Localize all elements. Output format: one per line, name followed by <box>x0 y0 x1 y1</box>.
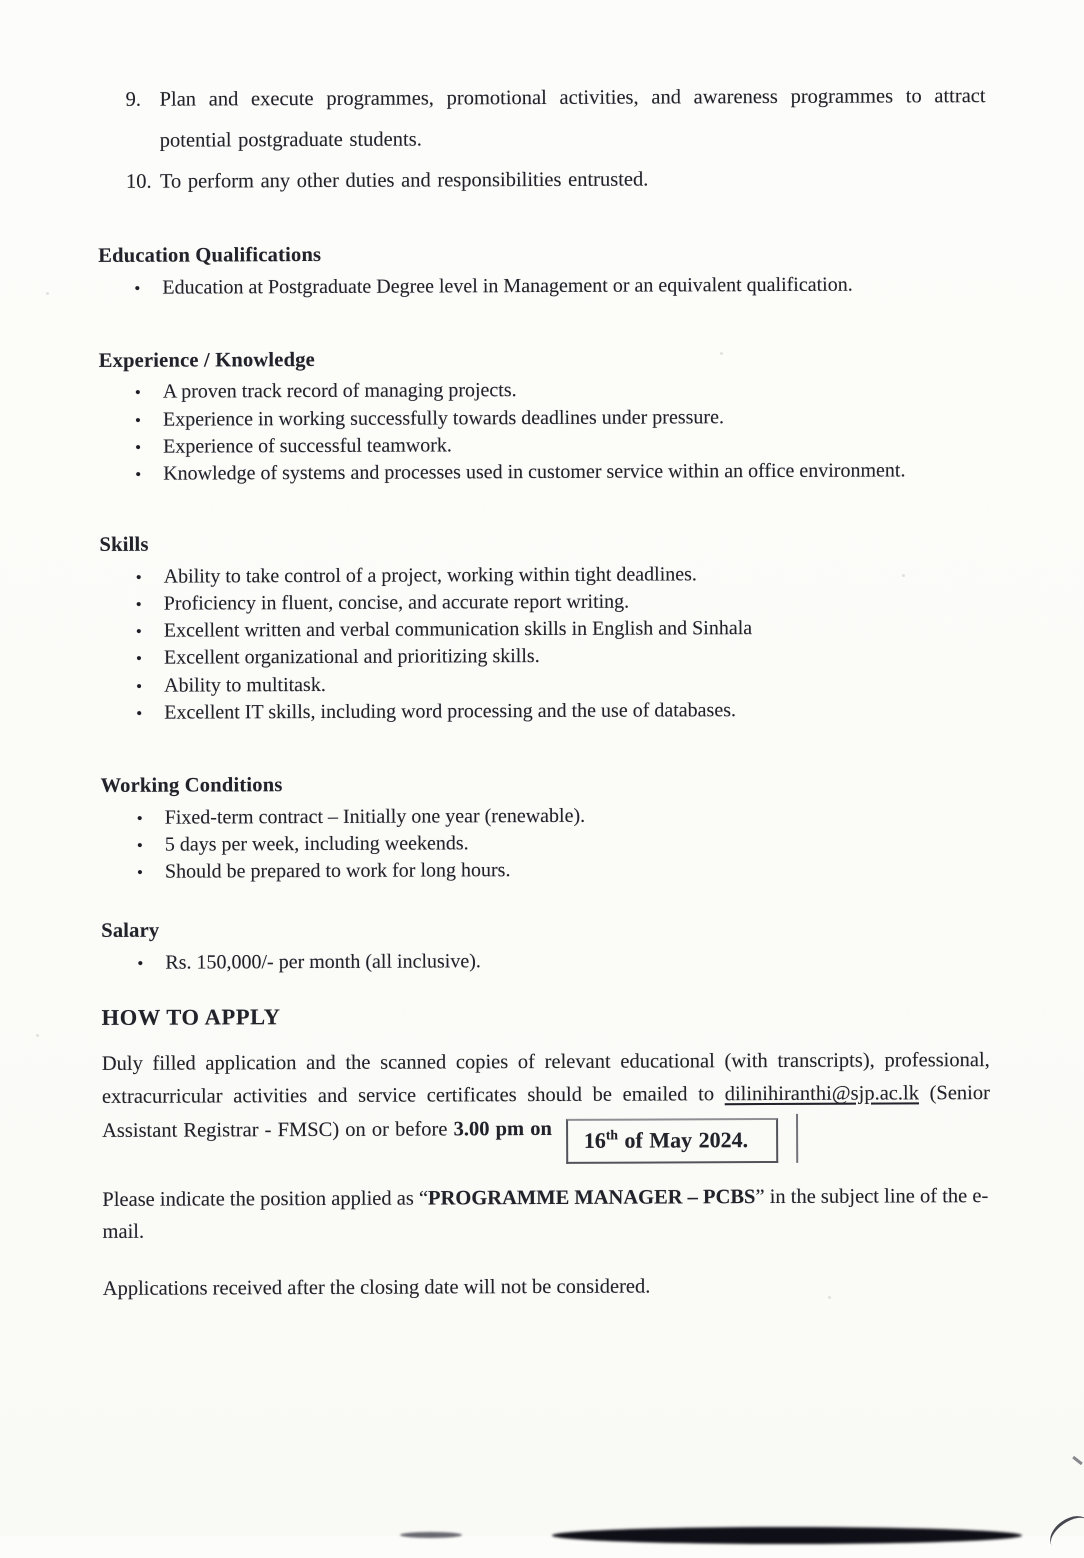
date-day: 16 <box>583 1127 606 1153</box>
list-item <box>100 614 988 645</box>
list-item <box>100 560 988 591</box>
numbered-item <box>97 76 985 162</box>
date-ordinal: th <box>605 1127 619 1143</box>
bullet-text: Knowledge of systems and processes used in customer service within an office environment. <box>163 459 906 485</box>
item-text: Plan and execute programmes, promotional activities, and awareness programmes to attract potential postgraduate students. <box>159 85 986 152</box>
scan-speck <box>828 1296 831 1299</box>
bullet-icon: • <box>136 808 143 828</box>
stamp-tick-mark <box>796 1114 798 1163</box>
scan-speck <box>36 1034 39 1037</box>
closing-note: Applications received after the closing date will not be considered. <box>102 1275 651 1301</box>
scan-speck <box>902 574 905 577</box>
bullet-icon: • <box>136 862 143 882</box>
section-heading: Skills <box>99 533 149 557</box>
bullet-icon: • <box>135 437 142 457</box>
position-name: PROGRAMME MANAGER – PCBS <box>427 1185 756 1210</box>
bullet-icon: • <box>135 464 142 484</box>
section-experience-knowledge <box>99 344 988 488</box>
email-link: dilinihiranthi@sjp.ac.lk <box>724 1082 919 1106</box>
list-item <box>99 430 987 461</box>
position-text-before: Please indicate the position applied as “ <box>102 1187 429 1211</box>
bullet-text: Ability to multitask. <box>164 673 326 697</box>
scan-edge-tick <box>1072 1456 1083 1465</box>
list-item <box>101 828 989 859</box>
bullet-text: Should be prepared to work for long hours. <box>164 859 511 883</box>
list-item <box>100 641 988 672</box>
list-item <box>99 457 987 488</box>
list-item <box>100 669 988 700</box>
bullet-text: Education at Postgraduate Degree level in Management or an equivalent qualification. <box>162 273 853 299</box>
list-item <box>100 587 988 618</box>
apply-text-before-email: Duly filled application and the scanned copies of relevant educational (with transcripts), professional, extracurricular activities and service certificates should be emailed to <box>101 1049 990 1109</box>
section-working-conditions <box>101 769 989 886</box>
bullet-icon: • <box>134 410 141 430</box>
bullet-text: A proven track record of managing projects. <box>162 379 517 404</box>
list-item <box>98 271 986 302</box>
apply-text-after-email: (Senior Assistant Registrar - FMSC) on or before <box>102 1082 990 1142</box>
apply-instructions-paragraph <box>102 1044 991 1165</box>
scan-speck <box>46 292 49 295</box>
deadline-time: 3.00 pm on <box>453 1117 552 1141</box>
date-rest: of May 2024. <box>617 1126 749 1153</box>
list-item <box>101 801 989 832</box>
bullet-icon: • <box>135 621 142 642</box>
bullet-icon: • <box>134 278 141 298</box>
section-heading: Experience / Knowledge <box>98 348 315 372</box>
bullet-icon: • <box>136 676 143 696</box>
section-skills <box>99 528 988 727</box>
section-heading: Working Conditions <box>100 774 283 797</box>
bullet-text: Proficiency in fluent, concise, and accurate report writing. <box>163 590 630 615</box>
bullet-icon: • <box>135 649 143 669</box>
scan-speck <box>720 352 723 355</box>
item-number: 10. <box>125 170 152 193</box>
section-education-qualifications <box>98 239 986 302</box>
bullet-text: Excellent IT skills, including word processing and the use of databases. <box>164 698 737 724</box>
position-paragraph <box>102 1180 990 1249</box>
section-salary <box>101 914 989 977</box>
bullet-text: Excellent written and verbal communication skills in English and Sinhala <box>163 617 753 642</box>
bullet-text: Experience of successful teamwork. <box>163 434 452 458</box>
bullet-text: Excellent organizational and prioritizing skills. <box>163 645 540 670</box>
scan-corner-mark <box>1044 1509 1084 1558</box>
item-number: 9. <box>125 88 142 111</box>
bullet-icon: • <box>134 383 141 403</box>
bullet-icon: • <box>136 703 143 723</box>
bullet-text: Rs. 150,000/- per month (all inclusive). <box>165 950 481 974</box>
bullet-icon: • <box>135 594 142 614</box>
how-to-apply-heading: HOW TO APPLY <box>101 1004 281 1030</box>
list-item <box>101 855 989 886</box>
scan-smudge-small <box>400 1532 462 1538</box>
list-item <box>100 696 988 727</box>
bullet-icon: • <box>136 835 143 855</box>
list-item <box>99 403 987 434</box>
bullet-icon: • <box>137 953 144 973</box>
bullet-text: Fixed-term contract – Initially one year (renewable). <box>164 804 586 829</box>
date-stamp-box <box>566 1118 778 1164</box>
numbered-item <box>98 158 986 203</box>
bullet-text: 5 days per week, including weekends. <box>164 832 469 856</box>
item-text: To perform any other duties and responsibilities entrusted. <box>159 168 649 193</box>
bullet-text: Ability to take control of a project, working within tight deadlines. <box>163 563 697 588</box>
bullet-icon: • <box>135 567 142 587</box>
section-heading: Education Qualifications <box>98 243 322 267</box>
bullet-text: Experience in working successfully towards deadlines under pressure. <box>162 405 724 431</box>
position-text-after: ” in the subject line of the e-mail. <box>102 1184 989 1244</box>
section-heading: Salary <box>101 919 160 943</box>
list-item <box>101 946 989 977</box>
list-item <box>99 376 987 407</box>
